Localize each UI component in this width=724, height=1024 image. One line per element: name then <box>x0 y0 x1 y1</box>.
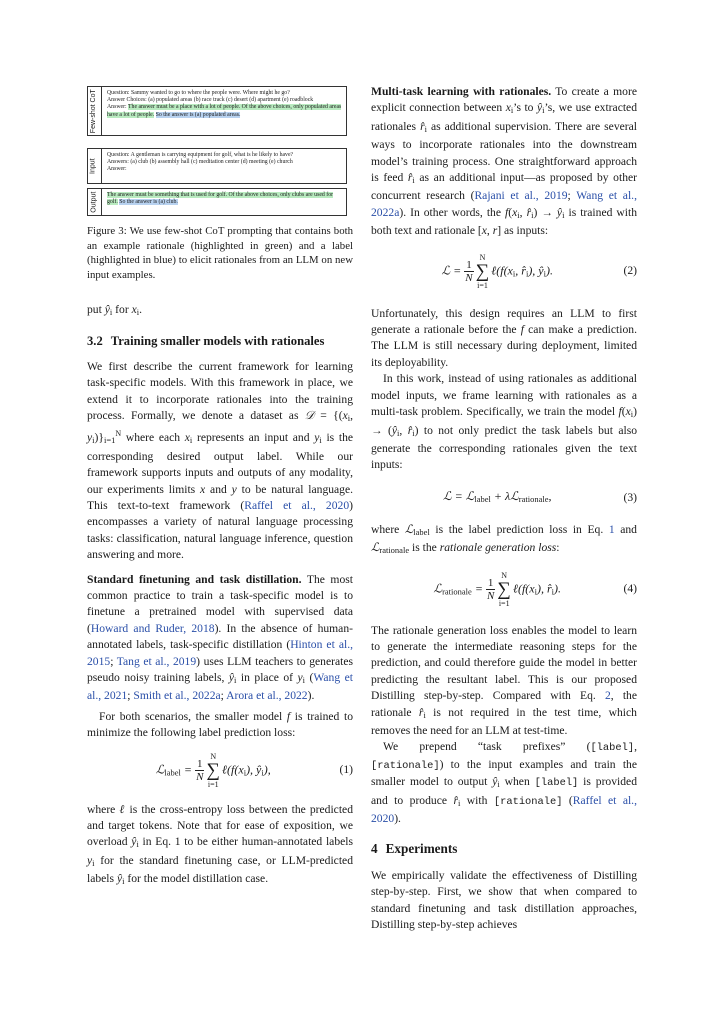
section-4-heading: 4 Experiments <box>371 841 458 857</box>
paragraph-cross-entropy: where ℓ is the cross-entropy loss between the predicted and target tokens. Note that for ease of exposition, we overload $ŷ_i$ in Eq. 1 to be either human-annotated labels $y_i$ for the standard finetuning case, or LLM-predicted labels $ŷ_i$ for the model distillation case. <box>87 802 353 887</box>
figure-caption: Figure 3: We use few-shot CoT prompting that contains both an example rationale (highlighted in green) and a label (highlighted in blue) to elicit rationales from an LLM on new input examples. <box>87 225 353 281</box>
paragraph-both-scenarios: For both scenarios, the smaller model f is trained to minimize the following label prediction loss: <box>87 709 354 740</box>
cite-rajani[interactable]: Rajani et al., 2019 <box>474 189 568 203</box>
output-label-highlight: So the answer is (a) club. <box>119 199 178 206</box>
input-answer: Answer: <box>107 166 127 173</box>
cite-howard[interactable]: Howard and Ruder, 2018 <box>90 621 215 635</box>
equation-1-number: (1) <box>339 763 353 777</box>
left-column <box>87 84 353 890</box>
equation-3: ℒ = ℒ$_{label}$ + λℒ$_{rationale}$, (3) <box>442 489 637 505</box>
figure-3 <box>87 84 353 281</box>
fewshot-answer-prefix: Answer: <box>107 104 127 111</box>
paragraph-unfortunately: Unfortunately, this design requires an LLM to first generate a rationale before the f can make a prediction. The LLM is still necessary during deployment, limited its deployability. <box>371 306 637 369</box>
input-question: Question: A gentleman is carrying equipment for golf, what is he likely to have? <box>107 152 294 158</box>
continuation-line: put $ŷ_i$ for $x_i$. <box>87 303 143 317</box>
paragraph-multitask: Multi-task learning with rationales. To create a more explicit connection between $x_i’s$ to $ŷ_i’s$, we use extracted rationales $r̂_i$ as additional supervision. There are several ways to incorporate rationales into the downstream model’s training process. One straightforward approach is feed $r̂_i$ as an additional input—as proposed by other concurrent research (Rajani et al., 2019; Wang et al., 2022a). In other words, the $f(x_i$, $r̂_i$) → $ŷ_i$ is trained with both text and rationale [x, r] as inputs: <box>371 85 638 238</box>
paragraph-where-label: where ℒ$_{label}$ is the label prediction loss in Eq. 1 and ℒ$_{rationale}$ is the rationale generation loss: <box>371 522 637 556</box>
fewshot-question: Question: Sammy wanted to go to where the people were. Where might he go? <box>107 90 290 96</box>
output-label: Output <box>89 191 97 213</box>
fewshot-label-highlight: So the answer is (a) populated areas. <box>155 111 241 118</box>
cite-hinton[interactable]: Hinton et al., 2015 <box>87 638 353 668</box>
equation-1: ℒ$_{label}$ = $\frac{1}{N}$ N ∑ i=1 $\ell(f(x_i)$, $ŷ_i$), (1) <box>155 752 353 790</box>
paragraph-experiments: We empirically validate the effectiveness of Distilling step-by-step. First, we show that when compared to standard finetuning and task distillation approaches, Distilling step-by-step achieves <box>371 868 637 932</box>
fewshot-label: Few-shot CoT <box>89 89 97 133</box>
output-box <box>87 188 347 216</box>
input-choices: Answers: (a) club (b) assembly hall (c) meditation center (d) meeting (e) church <box>107 159 293 166</box>
ref-eq-2[interactable]: 2 <box>604 689 611 703</box>
paragraph-rationale-loss: The rationale generation loss enables the model to learn to generate the intermediate reasoning steps for the prediction, and could therefore guide the model in better predicting the resultant label. This is our proposed Distilling step-by-step. Compared with Eq. 2, the rationale $r̂_i$ is not required in the test time, which removes the need for an LLM at test-time. <box>371 623 637 737</box>
equation-2-number: (2) <box>623 264 637 278</box>
section-3-2-heading: 3.2 Training smaller models with rationales <box>87 334 325 349</box>
right-column <box>371 84 637 933</box>
cite-wang-2022a[interactable]: Wang et al., 2022a <box>371 189 637 219</box>
fewshot-rationale: The answer must be a place with a lot of people. Of the above choices, only populated areas have a lot of people. <box>107 104 342 118</box>
paragraph-task-prefixes: We prepend “task prefixes” ([label], [rationale]) to the input examples and train the smaller model to output $ŷ_i$ when [label] is provided and to produce $r̂_i$ with [rationale] (Raffel et al., 2020). <box>371 740 637 825</box>
paragraph-standard-finetuning: Standard finetuning and task distillation. The most common practice to train a task-specific model is to finetune a pretrained model with supervised data (Howard and Ruder, 2018). In the absence of human-annotated labels, task-specific distillation (Hinton et al., 2015; Tang et al., 2019) uses LLM teachers to generates pseudo noisy training labels, $ŷ_i$ in place of $y_i$ (Wang et al., 2021; Smith et al., 2022a; Arora et al., 2022). <box>87 572 353 703</box>
equation-2: ℒ = $\frac{1}{N}$ N ∑ i=1 $\ell(f(x_i$, $r̂_i$), $ŷ_i$). (2) <box>441 253 637 291</box>
cite-raffel[interactable]: Raffel et al., 2020 <box>244 498 350 512</box>
ref-eq-1[interactable]: 1 <box>608 522 615 536</box>
equation-4-number: (4) <box>623 582 637 596</box>
paragraph-framework: We first describe the current framework for learning task-specific models. With this framework in place, we extend it to incorporate rationales into the training process. Formally, we denote a dataset as 𝒟 = {($x_i$, $y_i)\}_{i=1}^N$ where each $x_i$ represents an input and $y_i$ is the corresponding desired output label. While our framework supports inputs and outputs of any modality, our experiments limits x and y to be natural language. This text-to-text framework (Raffel et al., 2020) encompasses a variety of natural language processing tasks: classification, natural language inference, question answering and more. <box>87 359 354 562</box>
cite-tang[interactable]: Tang et al., 2019 <box>116 654 197 668</box>
paragraph-this-work: In this work, instead of using rationales as additional model inputs, we frame learning with rationales as a multi-task problem. Specifically, we train the model $f(x_i)$ → ($ŷ_i$, $r̂_i$) to not only predict the task labels but also generate the corresponding rationales given the text inputs: <box>371 372 638 472</box>
cite-raffel-2[interactable]: Raffel et al., 2020 <box>371 793 637 825</box>
equation-4: ℒ$_{rationale}$ = $\frac{1}{N}$ N ∑ i=1 $\ell(f(x_i)$, $r̂_i$). (4) <box>433 571 637 609</box>
output-rationale: The answer must be something that is used for golf. Of the above choices, only clubs are used for golf. <box>107 192 334 206</box>
equation-3-number: (3) <box>623 490 637 504</box>
input-box <box>87 148 347 184</box>
cite-arora[interactable]: Arora et al., 2022 <box>226 689 308 703</box>
cite-wang-2021[interactable]: Wang et al., 2021 <box>87 670 353 703</box>
fewshot-choices: Answer Choices: (a) populated areas (b) race track (c) desert (d) apartment (e) roadblock <box>107 97 314 104</box>
input-label: Input <box>89 158 97 174</box>
cite-smith[interactable]: Smith et al., 2022a <box>133 689 221 703</box>
fewshot-cot-box <box>87 86 347 136</box>
